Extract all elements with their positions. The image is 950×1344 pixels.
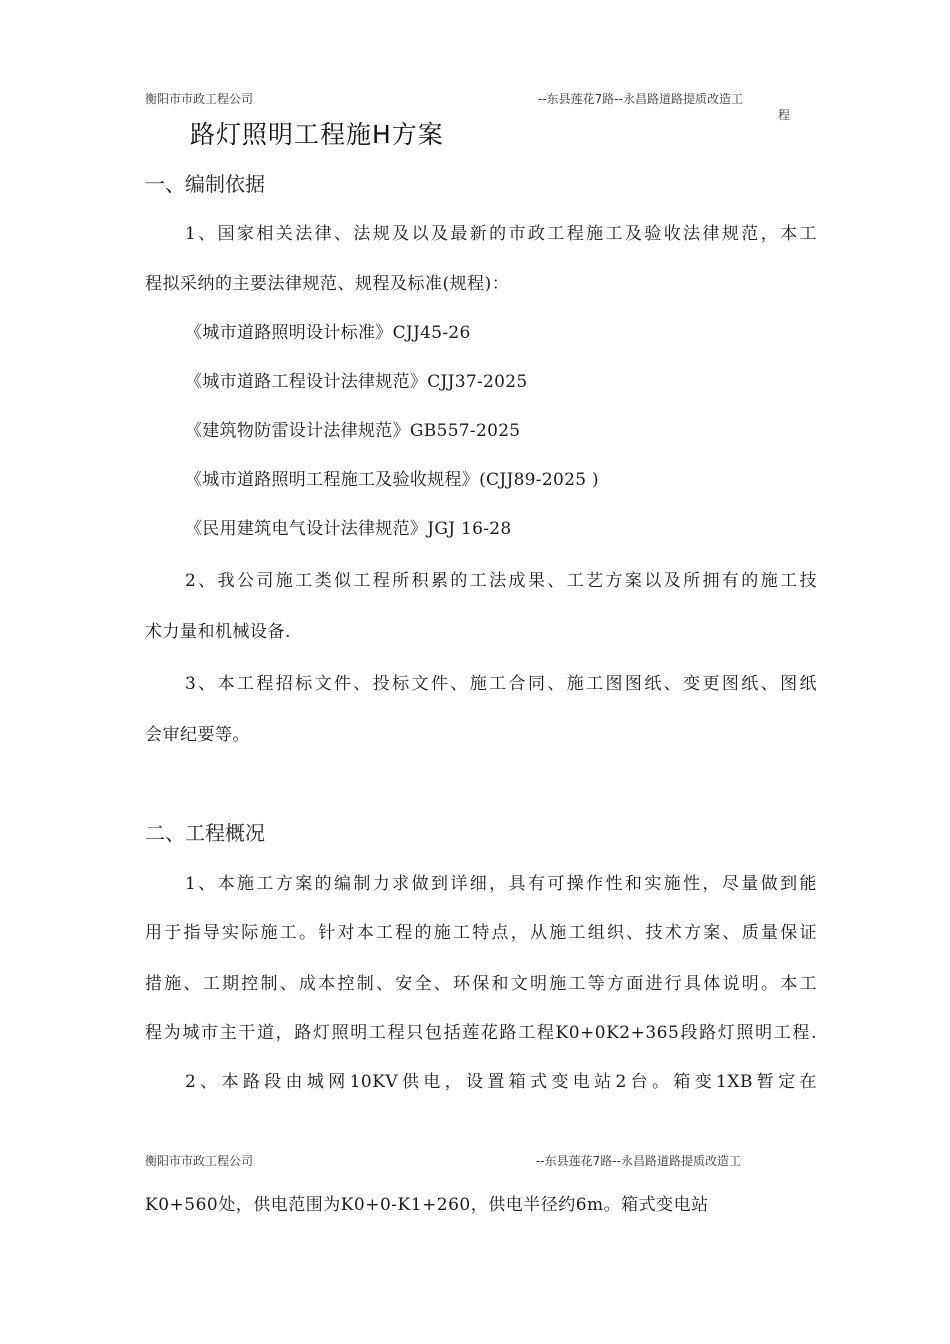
paragraph-line: 1、国家相关法律、法规及以及最新的市政工程施工及验收法律规范，本工 <box>185 224 817 244</box>
header-project-line2: 程 <box>778 108 791 122</box>
standard-item: 《建筑物防雷设计法律规范》GB557-2025 <box>185 421 521 441</box>
section-heading-overview: 二、工程概况 <box>145 821 265 845</box>
header-company: 衡阳市市政工程公司 <box>145 92 254 106</box>
document-title: 路灯照明工程施H方案 <box>190 120 444 149</box>
paragraph-line: 2、我公司施工类似工程所积累的工法成果、工艺方案以及所拥有的施工技 <box>185 571 817 591</box>
paragraph-line: 术力量和机械设备. <box>145 622 291 642</box>
paragraph-line: 1、本施工方案的编制力求做到详细，具有可操作性和实施性，尽量做到能 <box>185 874 817 894</box>
paragraph-line: 2、本路段由城网10KV供电，设置箱式变电站2台。箱变1XB暂定在 <box>185 1072 817 1092</box>
footer-company: 衡阳市市政工程公司 <box>145 1154 254 1168</box>
header-project-line1: --东县莲花7路--永昌路道路提质改造工 <box>538 92 743 106</box>
paragraph-line: 措施、工期控制、成本控制、安全、环保和文明施工等方面进行具体说明。本工 <box>145 974 817 994</box>
paragraph-line: 程为城市主干道，路灯照明工程只包括莲花路工程K0+0K2+365段路灯照明工程. <box>145 1023 817 1043</box>
footer-project: --东县莲花7路--永昌路道路提质改造工 <box>536 1154 741 1168</box>
standard-item: 《城市道路照明设计标准》CJJ45-26 <box>185 323 471 343</box>
paragraph-line: 程拟采纳的主要法律规范、规程及标准(规程)： <box>145 274 510 294</box>
standard-item: 《城市道路工程设计法律规范》CJJ37-2025 <box>185 372 528 392</box>
paragraph-line: 会审纪要等。 <box>145 725 250 745</box>
standard-item: 《城市道路照明工程施工及验收规程》(CJJ89-2025 ) <box>185 470 599 490</box>
paragraph-line: 用于指导实际施工。针对本工程的施工特点，从施工组织、技术方案、质量保证 <box>145 923 817 943</box>
paragraph-line-continuation: K0+560处，供电范围为K0+0-K1+260，供电半径约6m。箱式变电站 <box>145 1195 709 1215</box>
standard-item: 《民用建筑电气设计法律规范》JGJ 16-28 <box>185 519 512 539</box>
section-heading-basis: 一、编制依据 <box>145 172 265 196</box>
paragraph-line: 3、本工程招标文件、投标文件、施工合同、施工图图纸、变更图纸、图纸 <box>185 674 817 694</box>
